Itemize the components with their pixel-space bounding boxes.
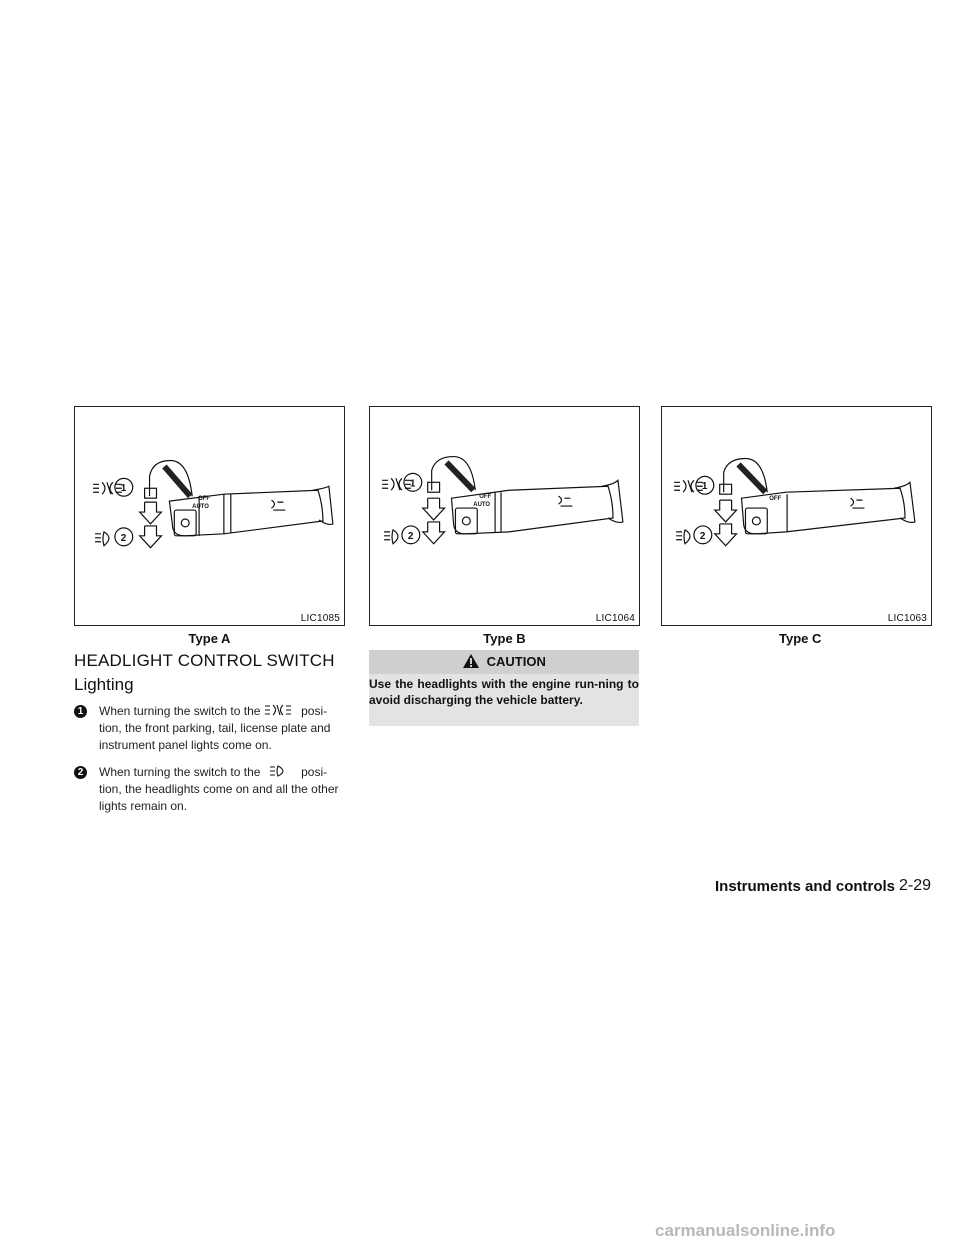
subsection-title: Lighting xyxy=(74,675,134,694)
item-number: 1 xyxy=(74,705,87,718)
caution-header xyxy=(369,650,639,674)
switch-off-label: OFF xyxy=(198,496,210,503)
figure-code: LIC1064 xyxy=(595,613,635,624)
figure-type-a xyxy=(74,406,345,626)
marker-2-label: 2 xyxy=(699,530,706,542)
headlight-icon xyxy=(264,765,298,777)
marker-1-label: 1 xyxy=(120,483,127,495)
parking-light-icon xyxy=(264,704,298,716)
figure-code: LIC1085 xyxy=(300,613,340,624)
figure-code: LIC1063 xyxy=(887,613,927,624)
caution-text: Use the headlights with the engine run-ning to avoid discharging the vehicle battery. xyxy=(369,677,639,707)
switch-off-label: OFF xyxy=(479,494,492,501)
switch-off-label: OFF xyxy=(769,496,782,503)
item-text-before: When turning the switch to the xyxy=(99,704,261,718)
watermark: carmanualsonline.info xyxy=(655,1221,836,1240)
switch-auto-label: AUTO xyxy=(192,504,209,511)
marker-1-label: 1 xyxy=(409,478,416,490)
marker-2-label: 2 xyxy=(120,532,127,544)
figure-type-c xyxy=(661,406,932,626)
headlight-switch-illustration xyxy=(662,407,931,625)
section-title: HEADLIGHT CONTROL SWITCH xyxy=(74,651,335,670)
figure-type-b xyxy=(369,406,640,626)
headlight-switch-illustration xyxy=(75,407,344,625)
footer-section-name: Instruments and controls xyxy=(715,878,896,895)
marker-1-label: 1 xyxy=(701,481,708,493)
caution-title: CAUTION xyxy=(486,654,546,669)
headlight-switch-illustration xyxy=(370,407,639,625)
item-text-after: posi-tion, the headlights come on and all the other lights remain on. xyxy=(99,765,339,813)
list-item xyxy=(74,764,346,815)
page-number: 2-29 xyxy=(899,877,932,894)
figure-caption: Type A xyxy=(188,631,231,646)
figure-caption: Type B xyxy=(483,631,526,646)
item-text-before: When turning the switch to the xyxy=(99,765,261,779)
warning-triangle-icon xyxy=(462,653,480,669)
marker-2-label: 2 xyxy=(407,530,414,542)
caution-box xyxy=(369,650,639,726)
list-item xyxy=(74,703,346,754)
switch-auto-label: AUTO xyxy=(473,502,491,509)
item-text-after: posi-tion, the front parking, tail, license plate and instrument panel lights come on. xyxy=(99,704,331,752)
figure-caption: Type C xyxy=(779,631,822,646)
item-number: 2 xyxy=(74,766,87,779)
